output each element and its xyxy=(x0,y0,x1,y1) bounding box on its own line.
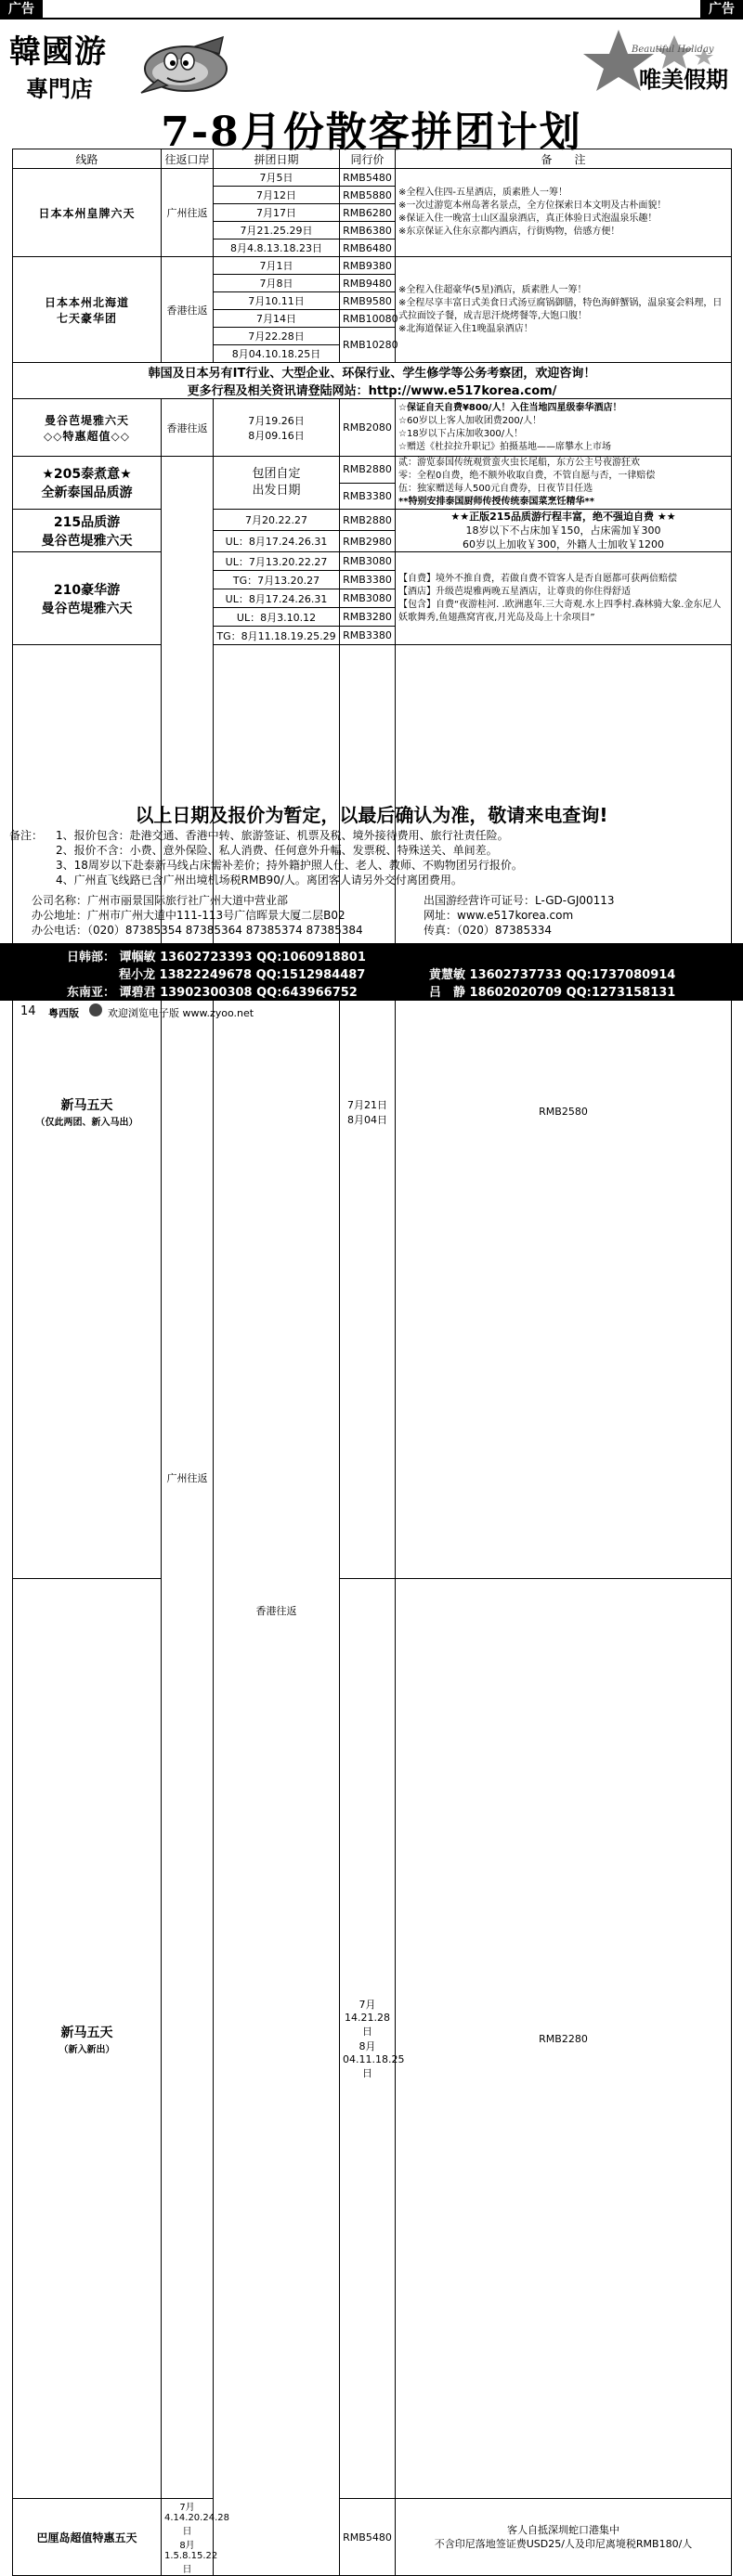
mascot-plane-icon xyxy=(130,30,234,97)
date-line: 出发日期 xyxy=(252,484,301,498)
table-row xyxy=(13,510,732,531)
contact-qq: QQ:643966752 xyxy=(256,986,358,1000)
contact-region: 日韩部： xyxy=(67,951,116,964)
route-line: 全新泰国品质游 xyxy=(41,485,133,500)
date-cell: 7月5日 xyxy=(214,169,340,187)
contact-phone[interactable]: 13902300308 xyxy=(160,986,253,1000)
edition-badge-icon xyxy=(89,1003,102,1016)
route-bangkok-pattaya-special xyxy=(13,399,162,457)
price-cell: RMB5480 xyxy=(340,2499,396,2576)
note-line: 不含印尼落地签证费USD25/人及印尼离境税RMB180/人 xyxy=(434,2538,693,2550)
route-line: 七天豪华团 xyxy=(56,311,117,325)
date-cell: 8月4.8.13.18.23日 xyxy=(214,239,340,257)
route-line: 曼谷芭堤雅六天 xyxy=(41,601,133,616)
license-number: 出国游经营许可证号：L-GD-GJ00113 xyxy=(424,894,615,907)
notes-215-quality xyxy=(396,510,732,552)
remark-item: 2、报价不含：小费、意外保险、私人消费、任何意外升幅、发票税、特殊送关、单间差。 xyxy=(56,844,498,857)
price-cell: RMB2880 xyxy=(340,510,396,531)
contact-qq: QQ:1273158131 xyxy=(566,986,676,1000)
contact-phone[interactable]: 13602723393 xyxy=(160,951,253,964)
note-line: 伍：独家赠送每人500元自费券，日夜节目任选 xyxy=(398,484,593,494)
note-line: **特别安排泰国厨师传授传统泰国菜烹饪精华** xyxy=(398,497,594,507)
note-line: ☆60岁以上客人加收团费200/人！ xyxy=(398,415,542,426)
route-line: 新马五天 xyxy=(60,2025,113,2040)
remarks-section xyxy=(9,828,741,887)
note-line: ※全程入住四-五星酒店，质素胜人一筹！ xyxy=(398,188,567,198)
note-line: 60岁以上加收￥300，外籍人士加收￥1200 xyxy=(463,538,664,550)
table-row xyxy=(13,1579,732,2499)
contact-phone[interactable]: 18602020709 xyxy=(469,986,563,1000)
remark-item: 1、报价包含：赴港交通、香港中转、旅游签证、机票及税、境外接待费用、旅行社责任险。 xyxy=(56,829,509,842)
note-line: ☆保证自天自费¥800/人！入住当地四星级泰华酒店！ xyxy=(398,402,622,413)
date-cell: 7月17日 xyxy=(214,204,340,222)
price-cell: RMB5880 xyxy=(340,187,396,204)
route-japan-honshu: 日本本州皇牌六天 xyxy=(13,169,162,257)
brand-right-name: 唯美假期 xyxy=(639,67,728,93)
header-route: 线路 xyxy=(13,149,162,169)
date-cell: TG：7月13.20.27 xyxy=(214,571,340,589)
date-cell: 7月14.21.28日 8月04.11.18.25日 xyxy=(340,1579,396,2499)
header-notes: 备 注 xyxy=(396,149,732,169)
price-cell: RMB5480 xyxy=(340,169,396,187)
header-port: 往返口岸 xyxy=(162,149,214,169)
price-cell: RMB3380 xyxy=(340,483,396,510)
date-cell: UL：8月17.24.26.31 xyxy=(214,589,340,608)
ad-tag-left: 广告 xyxy=(0,0,43,19)
date-cell: TG：8月11.18.19.25.29 xyxy=(214,627,340,645)
price-cell: RMB2580 xyxy=(396,645,732,1579)
date-cell: 7月12日 xyxy=(214,187,340,204)
note-line: 【酒店】升级芭堤雅两晚五星酒店，让尊贵的你住得舒适 xyxy=(398,586,631,597)
price-cell: RMB2880 xyxy=(340,457,396,484)
port-cell: 香港往返 xyxy=(162,399,214,457)
contact-row xyxy=(429,964,675,982)
route-line: 215品质游 xyxy=(53,514,121,530)
contact-name: 黄慧敏 xyxy=(429,968,466,982)
route-line: （新入新出） xyxy=(59,2044,115,2055)
contact-row xyxy=(67,947,366,964)
table-row xyxy=(13,552,732,571)
contact-phone[interactable]: 13602737733 xyxy=(469,968,563,982)
date-cell: 7月4.14.20.24.28日 8月1.5.8.15.22日 xyxy=(162,2499,214,2576)
route-line: 曼谷芭堤雅六天 xyxy=(44,413,129,427)
remark-item: 4、广州直飞线路已含广州出境机场税RMB90/人。离团客人请另外交付离团费用。 xyxy=(56,874,463,887)
price-cell: RMB6280 xyxy=(340,204,396,222)
header-date: 拼团日期 xyxy=(214,149,340,169)
date-cell: 7月21.25.29日 xyxy=(214,222,340,239)
note-line: ※一次过游览本州岛著名景点，全方位探索日本文明及古朴面貌！ xyxy=(398,201,667,211)
brand-left-title: 韓國游 xyxy=(9,33,107,71)
note-line: 【包含】自费“夜游桂河. .欧洲惠年.三大奇观.水上四季村.森林骑大象.金东尼人妖歌舞秀,鱼翅燕窝宵夜,月光岛及岛上十余项目” xyxy=(398,599,722,623)
note-line: 贰：游览泰国传统观赏蛮火虫长尾船，东方公主号夜游狂欢 xyxy=(398,458,640,468)
top-divider xyxy=(0,18,743,19)
route-bali: 巴厘岛超值特惠五天 xyxy=(13,2499,162,2576)
route-line: （仅此两团、新入马出） xyxy=(35,1118,138,1128)
note-line: ☆18岁以下占床加收300/人！ xyxy=(398,428,524,439)
page-footer xyxy=(0,1001,743,1021)
price-cell: RMB2280 xyxy=(396,1579,732,2499)
date-cell: UL：7月13.20.22.27 xyxy=(214,552,340,571)
port-cell: 香港往返 xyxy=(162,257,214,363)
note-line: ※全程入住超豪华(5星)酒店，质素胜人一筹！ xyxy=(398,284,587,295)
date-cell: 7月19.26日 8月09.16日 xyxy=(214,399,340,457)
port-cell: 广州往返 xyxy=(162,457,214,2499)
contact-row xyxy=(429,982,675,1000)
date-cell: 7月20.22.27 xyxy=(214,510,340,531)
fax-number: 传真：（020）87385334 xyxy=(424,924,552,937)
table-row xyxy=(13,257,732,275)
route-line: ★205泰煮意★ xyxy=(42,467,132,482)
remark-item: 3、18周岁以下赴泰新马线占床需补差价；持外籍护照人仕、老人、教师、不购物团另行报价。 xyxy=(56,859,523,872)
edition-label: 粤西版 xyxy=(48,1007,79,1019)
note-line: ※北海道保证入住1晚温泉酒店！ xyxy=(398,323,533,334)
date-cell: 7月22.28日 xyxy=(214,328,340,345)
contact-qq: QQ:1737080914 xyxy=(566,968,676,982)
route-line: 曼谷芭堤雅六天 xyxy=(41,533,133,549)
contact-row xyxy=(67,982,358,1000)
date-cell: 7月1日 xyxy=(214,257,340,275)
brand-left-subtitle: 專門店 xyxy=(26,75,93,102)
company-address: 办公地址：广州市广州大道中111-113号广信晖景大厦二层B02 xyxy=(32,909,345,922)
price-cell: RMB6380 xyxy=(340,222,396,239)
table-row xyxy=(13,169,732,187)
route-line: 新马五天 xyxy=(60,1098,113,1113)
contact-bar xyxy=(0,943,743,1001)
contact-qq: QQ:1060918801 xyxy=(256,951,366,964)
route-line: 210豪华游 xyxy=(53,582,121,598)
table-row xyxy=(13,363,732,399)
remarks-label: 备注： xyxy=(9,829,44,842)
company-name: 公司名称：广州市丽景国际旅行社广州大道中营业部 xyxy=(32,894,289,907)
contact-name: 谭帼敏 xyxy=(119,951,156,964)
contact-name: 程小龙 xyxy=(119,968,156,982)
price-cell: RMB2080 xyxy=(340,399,396,457)
price-cell: RMB3380 xyxy=(340,571,396,589)
date-cell: 7月8日 xyxy=(214,275,340,292)
banner-line: 韩国及日本另有IT行业、大型企业、环保行业、学生修学等公务考察团，欢迎咨询！ xyxy=(148,367,596,381)
contact-region: 东南亚： xyxy=(67,986,116,1000)
promo-banner xyxy=(13,363,732,399)
port-cell: 香港往返 xyxy=(214,645,340,2576)
tour-schedule-table xyxy=(12,149,732,2576)
route-sg-my-2 xyxy=(13,1579,162,2499)
page-number: 14 xyxy=(20,1004,36,1018)
route-210-deluxe xyxy=(13,552,162,645)
page-title: 7-8月份散客拼团计划 xyxy=(161,109,582,156)
date-cell: 7月21日 8月04日 xyxy=(340,645,396,1579)
company-phone: 办公电话：（020）87385354 87385364 87385374 87385384 xyxy=(32,924,363,937)
price-cell: RMB10080 xyxy=(340,310,396,328)
price-cell: RMB9480 xyxy=(340,275,396,292)
note-line: ★★正版215品质游行程丰富，绝不强迫自费 ★★ xyxy=(450,511,676,523)
notes-bangkok-special xyxy=(396,399,732,457)
date-cell: UL：8月3.10.12 xyxy=(214,608,340,627)
route-215-quality xyxy=(13,510,162,552)
price-cell: RMB3280 xyxy=(340,608,396,627)
date-cell xyxy=(214,457,340,510)
table-header-row xyxy=(13,149,732,169)
route-line: ◇◇特惠超值◇◇ xyxy=(44,429,130,443)
contact-qq: QQ:1512984487 xyxy=(255,968,366,982)
date-cell: 7月14日 xyxy=(214,310,340,328)
route-japan-hokkaido xyxy=(13,257,162,363)
route-205-thai xyxy=(13,457,162,510)
notes-japan-honshu xyxy=(396,169,732,257)
note-line: ※东京保证入住东京都内酒店，行街购物，倍感方便！ xyxy=(398,227,620,237)
table-row xyxy=(13,2499,732,2576)
price-cell: RMB6480 xyxy=(340,239,396,257)
table-row xyxy=(13,457,732,484)
date-cell: UL：8月17.24.26.31 xyxy=(214,531,340,552)
notes-japan-hokkaido xyxy=(396,257,732,363)
note-line: 零：全程0自费，绝不额外收取自费，不管自愿与否，一律赔偿 xyxy=(398,471,656,481)
price-cell: RMB3080 xyxy=(340,589,396,608)
note-line: ※保证入住一晚富士山区温泉酒店，真正体验日式泡温泉乐趣！ xyxy=(398,214,658,224)
date-line: 包团自定 xyxy=(252,467,301,481)
note-line: 18岁以下不占床加￥150，占床需加￥300 xyxy=(465,524,661,537)
final-notice: 以上日期及报价为暂定，以最后确认为准，敬请来电查询! xyxy=(135,804,608,826)
contact-phone[interactable]: 13822249678 xyxy=(159,968,253,982)
table-row xyxy=(13,645,732,1579)
price-cell: RMB2980 xyxy=(340,531,396,552)
header-price: 同行价 xyxy=(340,149,396,169)
price-cell: RMB3080 xyxy=(340,552,396,571)
contact-name: 吕 静 xyxy=(429,986,466,1000)
notes-bali xyxy=(396,2499,732,2576)
note-line: ※全程尽享丰富日式美食日式汤豆腐锅御膳，特色海鲜蟹锅，温泉宴会料理，日式拉面饺子餐，成吉思汗烧烤餐等,大饱口腹！ xyxy=(398,297,723,321)
table-row xyxy=(13,399,732,457)
price-cell: RMB10280 xyxy=(340,328,396,363)
route-line: 日本本州北海道 xyxy=(44,295,129,309)
note-line: ☆赠送《杜拉拉升职记》拍摄基地——席攀水上市场 xyxy=(398,441,611,452)
notes-210-deluxe xyxy=(396,552,732,645)
contact-row xyxy=(119,964,365,982)
price-cell: RMB9380 xyxy=(340,257,396,275)
date-cell: 8月04.10.18.25日 xyxy=(214,345,340,363)
note-line: 【自费】境外不推自费，若做自费不管客人是否自愿都可获两倍赔偿 xyxy=(398,573,677,584)
date-cell: 7月10.11日 xyxy=(214,292,340,310)
contact-name: 谭碧君 xyxy=(119,986,156,1000)
ad-tag-right: 广告 xyxy=(700,0,743,19)
price-cell: RMB3380 xyxy=(340,627,396,645)
footer-link[interactable]: 欢迎浏览电子版 www.zyoo.net xyxy=(108,1007,254,1019)
port-cell: 广州往返 xyxy=(162,169,214,257)
website-link[interactable]: 网址：www.e517korea.com xyxy=(424,909,574,922)
banner-link[interactable]: 更多行程及相关资讯请登陆网站：http://www.e517korea.com/ xyxy=(187,384,557,398)
note-line: 客人自抵深圳蛇口港集中 xyxy=(507,2524,619,2536)
route-sg-my-1 xyxy=(13,645,162,1579)
brand-right-tagline: Beautiful Holiday xyxy=(632,45,714,55)
price-cell: RMB9580 xyxy=(340,292,396,310)
notes-205-thai xyxy=(396,457,732,510)
